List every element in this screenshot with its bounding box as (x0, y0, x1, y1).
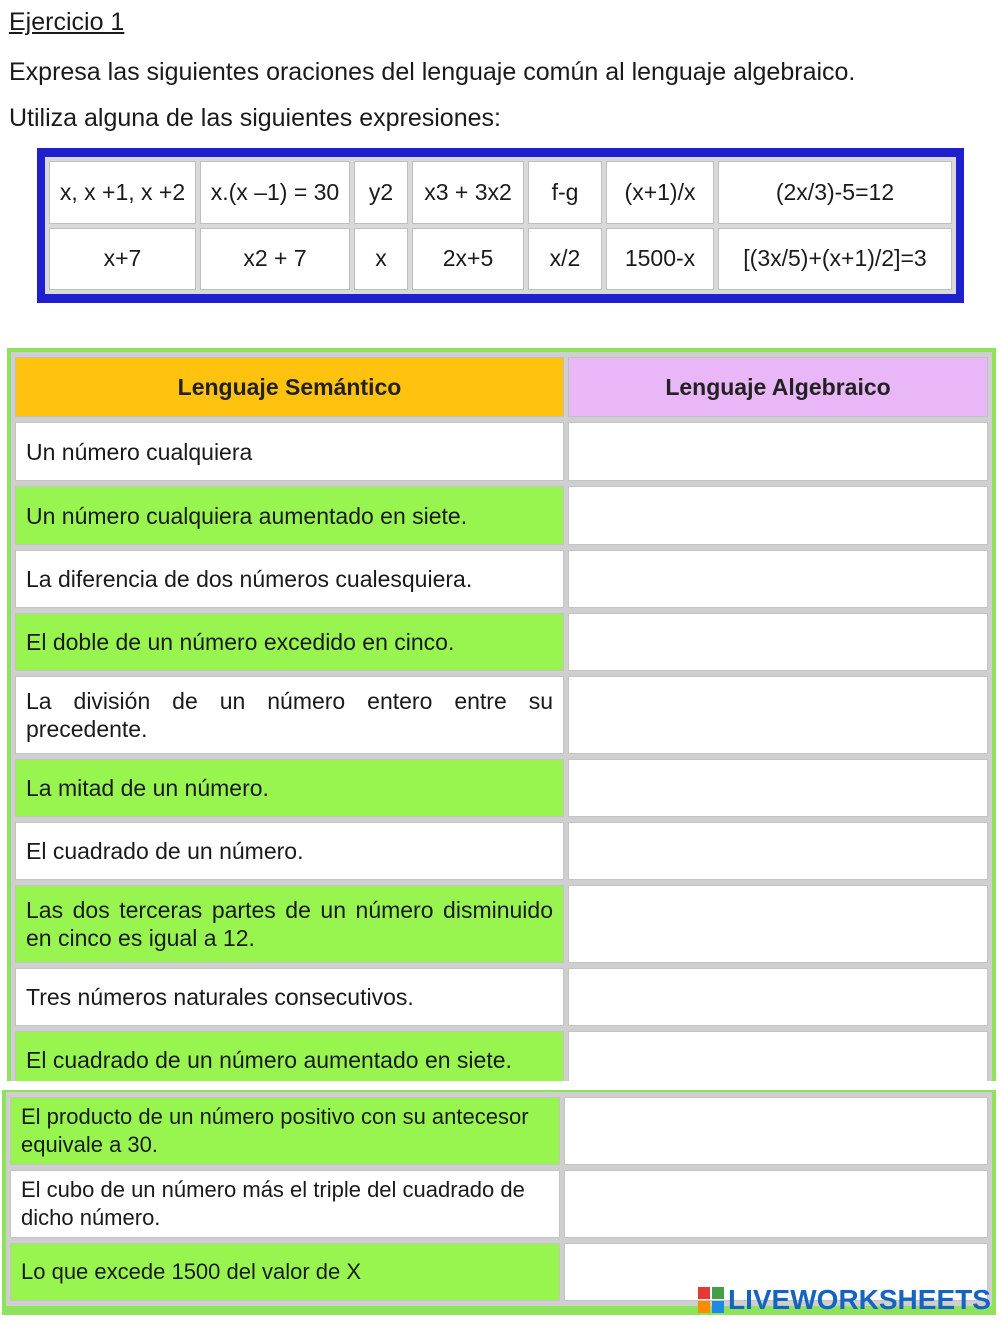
semantic-cell: El producto de un número positivo con su antecesor equivale a 30. (10, 1097, 560, 1165)
expressions-row (49, 161, 952, 224)
answer-input[interactable] (568, 613, 988, 671)
watermark-text: LIVEWORKSHEETS (728, 1284, 991, 1315)
semantic-cell: El cubo de un número más el triple del cuadrado de dicho número. (10, 1170, 560, 1238)
answer-input[interactable] (568, 759, 988, 817)
answer-input[interactable] (564, 1097, 988, 1165)
table-row (15, 822, 988, 880)
expression-cell: x, x +1, x +2 (49, 161, 196, 224)
semantic-cell: El cuadrado de un número. (15, 822, 564, 880)
table-row (15, 550, 988, 608)
semantic-cell: El doble de un número excedido en cinco. (15, 613, 564, 671)
answer-input[interactable] (568, 676, 988, 754)
instruction-text: Expresa las siguientes oraciones del lenguaje común al lenguaje algebraico. (9, 58, 856, 86)
table-row (15, 486, 988, 545)
answer-input[interactable] (564, 1170, 988, 1238)
expressions-box (37, 148, 964, 303)
table-row (10, 1097, 988, 1165)
expression-cell: [(3x/5)+(x+1)/2]=3 (718, 228, 952, 291)
table-row (15, 422, 988, 481)
expression-cell: x/2 (528, 228, 602, 291)
expression-cell: y2 (354, 161, 408, 224)
expressions-row (49, 228, 952, 291)
exercise-title: Ejercicio 1 (9, 8, 125, 36)
expression-cell: x2 + 7 (200, 228, 350, 291)
semantic-cell: Lo que excede 1500 del valor de X (10, 1243, 560, 1301)
semantic-cell: La diferencia de dos números cualesquiera. (15, 550, 564, 608)
translation-table (11, 352, 992, 1081)
translation-table-2 (6, 1092, 992, 1306)
liveworksheets-icon (698, 1287, 724, 1313)
expression-cell: (x+1)/x (606, 161, 714, 224)
table-row (15, 885, 988, 963)
table-row (15, 676, 988, 754)
answer-input[interactable] (568, 1031, 988, 1081)
semantic-cell: La mitad de un número. (15, 759, 564, 817)
answer-input[interactable] (568, 822, 988, 880)
expressions-table (45, 157, 956, 294)
header-semantic: Lenguaje Semántico (15, 357, 564, 417)
expression-cell: x (354, 228, 408, 291)
table-header-row (15, 357, 988, 417)
answer-input[interactable] (568, 486, 988, 545)
answer-input[interactable] (568, 885, 988, 963)
expression-cell: 1500-x (606, 228, 714, 291)
instruction-subtext: Utiliza alguna de las siguientes expresiones: (9, 104, 501, 132)
expression-cell: x3 + 3x2 (412, 161, 524, 224)
table-row (10, 1170, 988, 1238)
expression-cell: x+7 (49, 228, 196, 291)
semantic-cell: Tres números naturales consecutivos. (15, 968, 564, 1026)
table-row (15, 759, 988, 817)
expression-cell: (2x/3)-5=12 (718, 161, 952, 224)
liveworksheets-logo (698, 1284, 991, 1316)
expression-cell: f-g (528, 161, 602, 224)
table-row (15, 613, 988, 671)
translation-table-2-wrap (2, 1090, 996, 1315)
semantic-cell: Las dos terceras partes de un número disminuido en cinco es igual a 12. (15, 885, 564, 963)
answer-input[interactable] (568, 968, 988, 1026)
expression-cell: x.(x –1) = 30 (200, 161, 350, 224)
table-row (15, 968, 988, 1026)
answer-input[interactable] (568, 550, 988, 608)
table-row (15, 1031, 988, 1081)
semantic-cell: Un número cualquiera aumentado en siete. (15, 486, 564, 545)
header-algebraic: Lenguaje Algebraico (568, 357, 988, 417)
semantic-cell: La división de un número entero entre su precedente. (15, 676, 564, 754)
translation-table-wrap (7, 348, 996, 1081)
expression-cell: 2x+5 (412, 228, 524, 291)
answer-input[interactable] (568, 422, 988, 481)
semantic-cell: Un número cualquiera (15, 422, 564, 481)
semantic-cell: El cuadrado de un número aumentado en siete. (15, 1031, 564, 1081)
